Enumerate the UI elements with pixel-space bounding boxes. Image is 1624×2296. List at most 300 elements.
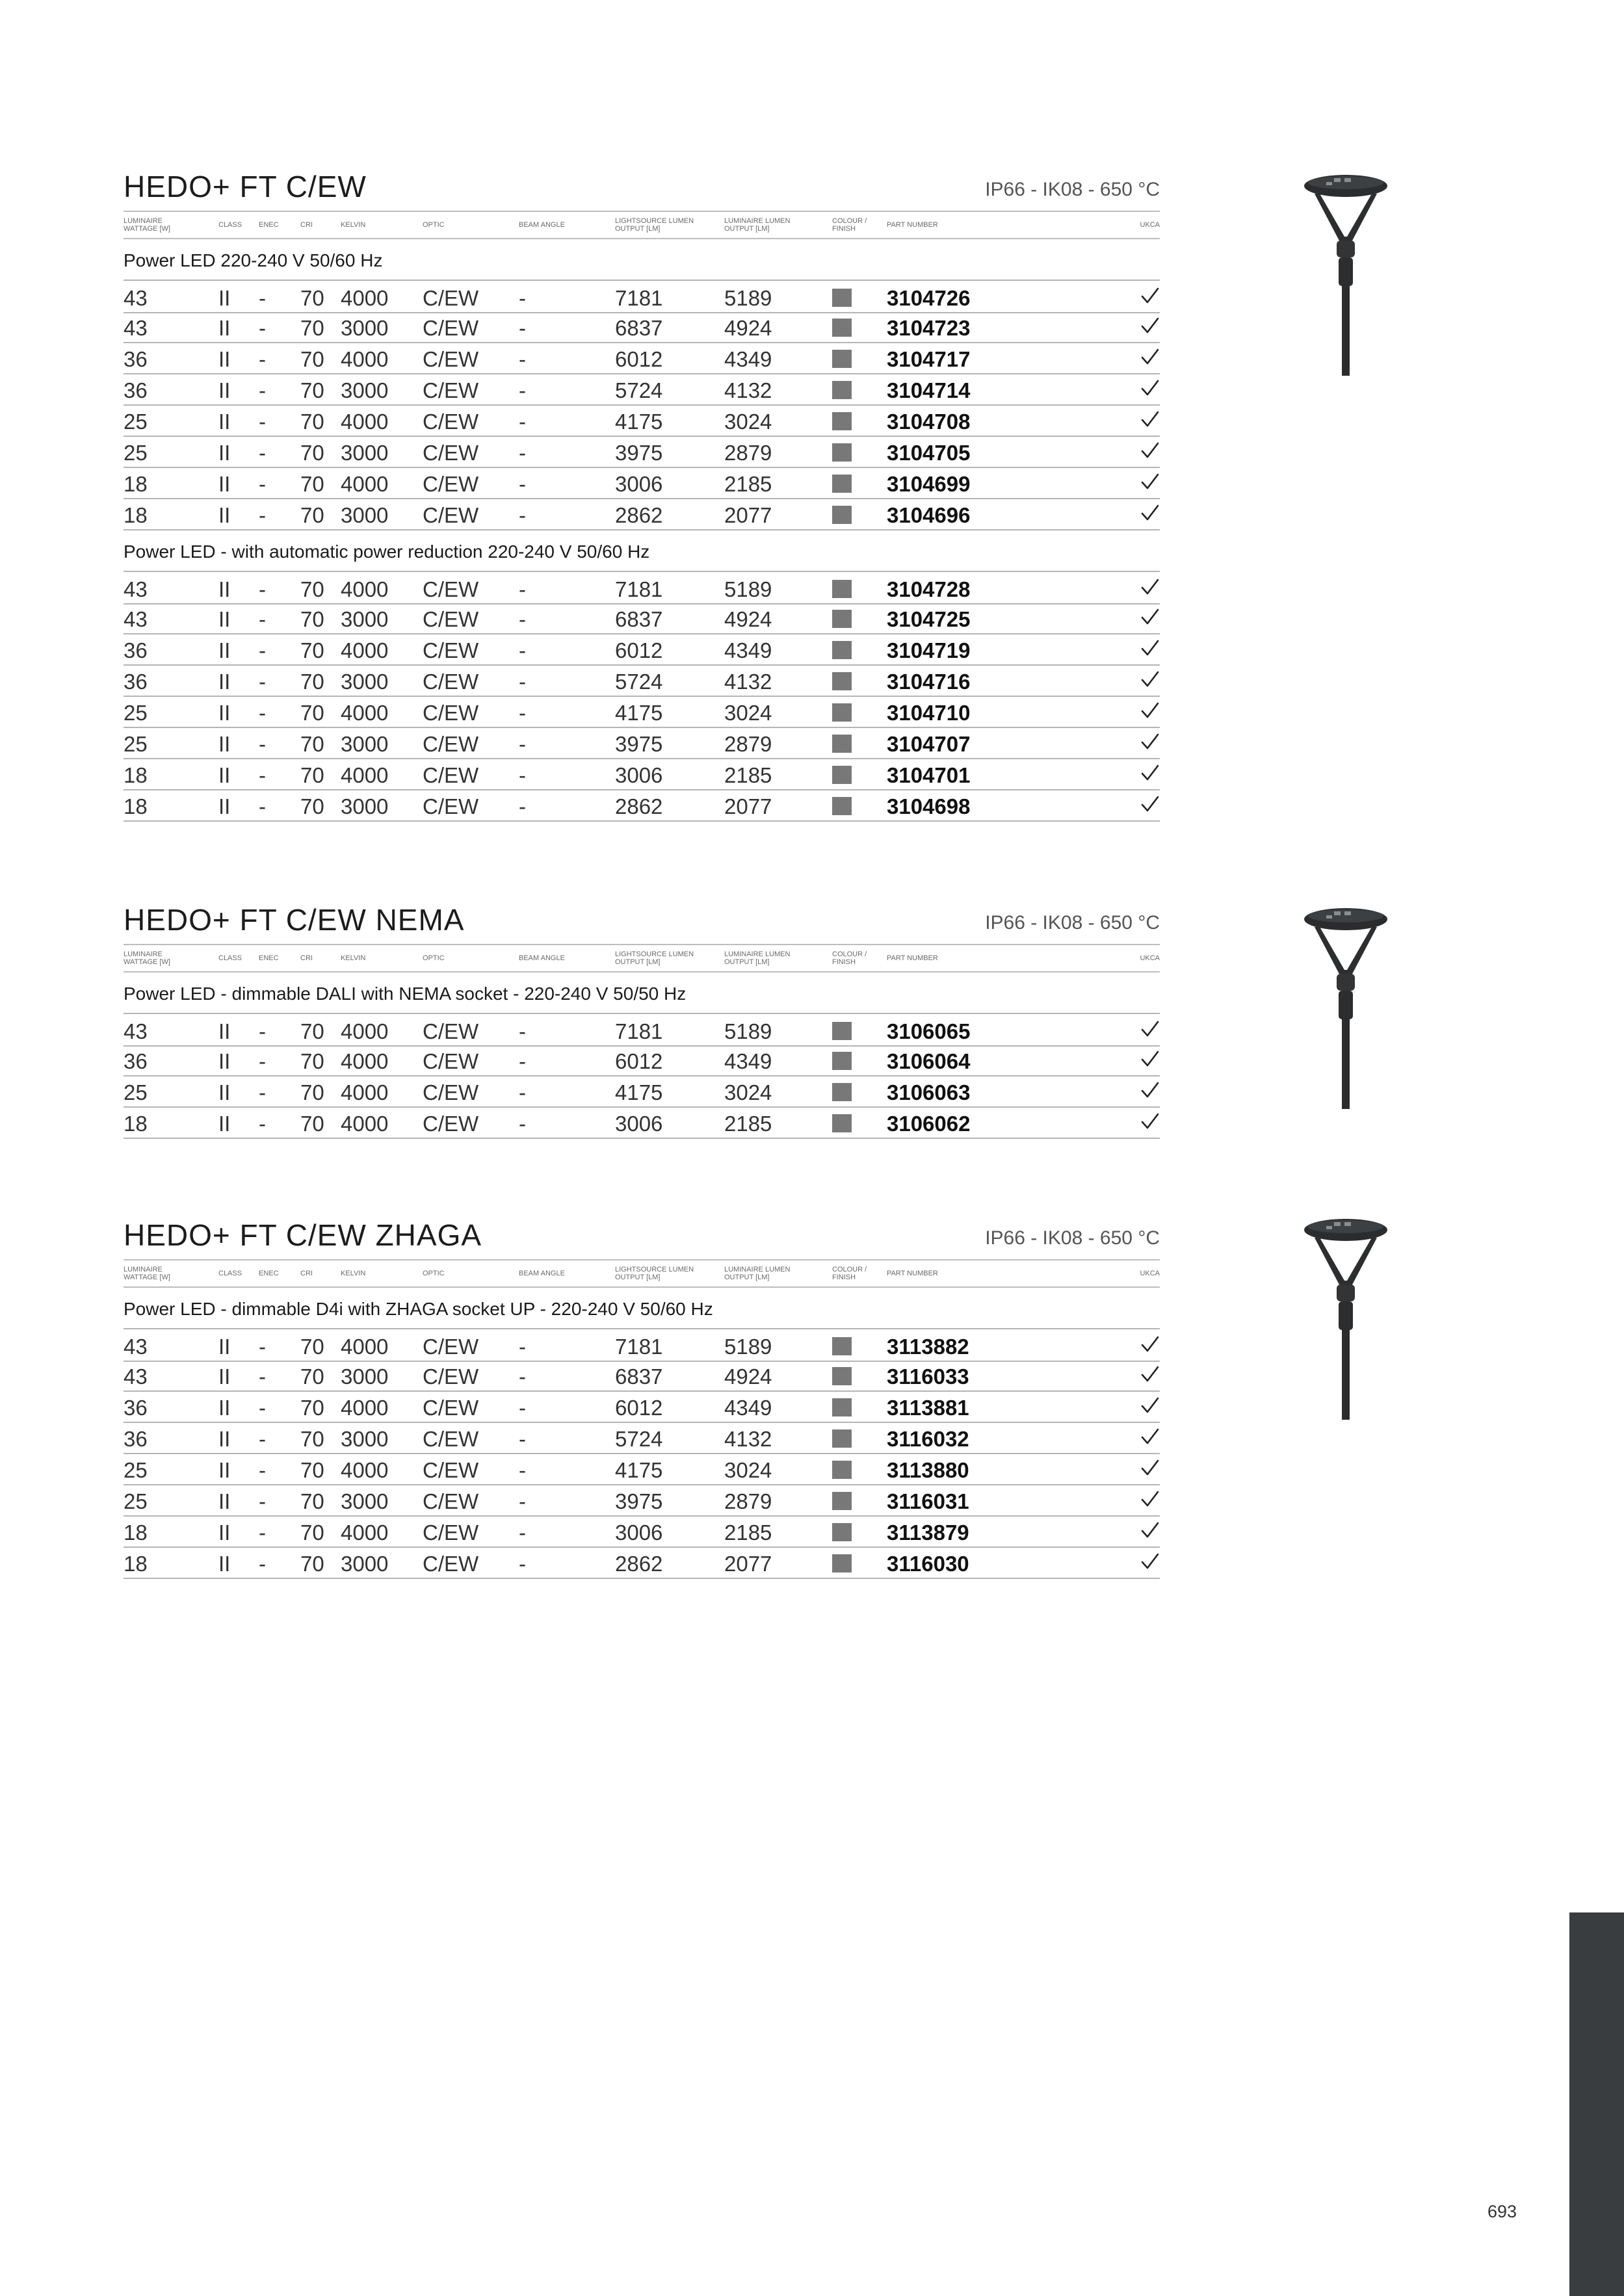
part-number-cell: 3104699 [887, 472, 971, 496]
beam-angle-cell: - [519, 378, 526, 402]
lightsource-lumen-cell: 4175 [615, 1458, 663, 1482]
group-title: Power LED - dimmable D4i with ZHAGA socket UP - 220-240 V 50/60 Hz [124, 1299, 713, 1319]
table-row [124, 633, 1160, 666]
cri-cell: 70 [300, 1396, 324, 1420]
table-row [124, 1044, 1160, 1076]
cri-cell: 70 [300, 1458, 324, 1482]
table-header [124, 1259, 1160, 1288]
header-class: CLASS [218, 1270, 242, 1277]
street-lamp-image [1300, 170, 1391, 391]
header-optic: OPTIC [423, 954, 445, 962]
kelvin-cell: 3000 [341, 1364, 389, 1389]
section-title: HEDO+ FT C/EW [124, 170, 367, 203]
class-cell: II [218, 1489, 231, 1513]
finish-swatch [832, 475, 852, 493]
finish-swatch [832, 672, 852, 690]
protection-rating: IP66 - IK08 - 650 °C [985, 179, 1160, 200]
beam-angle-cell: - [519, 1335, 526, 1359]
optic-cell: C/EW [423, 763, 479, 787]
table-row [124, 1359, 1160, 1392]
beam-angle-cell: - [519, 794, 526, 818]
enec-cell: - [259, 638, 266, 662]
optic-cell: C/EW [423, 638, 479, 662]
luminaire-lumen-cell: 2077 [724, 1552, 772, 1576]
luminaire-lumen-cell: 2077 [724, 794, 772, 818]
table-row [124, 404, 1160, 437]
class-cell: II [218, 670, 231, 694]
beam-angle-cell: - [519, 1049, 526, 1073]
table-row [124, 1422, 1160, 1454]
kelvin-cell: 3000 [341, 794, 389, 818]
lightsource-lumen-cell: 7181 [615, 1335, 663, 1359]
table-row [124, 1390, 1160, 1423]
finish-swatch [832, 1083, 852, 1101]
enec-cell: - [259, 701, 266, 725]
kelvin-cell: 4000 [341, 1112, 389, 1136]
class-cell: II [218, 1112, 231, 1136]
luminaire-lumen-cell: 2077 [724, 503, 772, 527]
finish-swatch [832, 412, 852, 430]
table-header [124, 944, 1160, 972]
ukca-check-icon [1140, 794, 1160, 814]
finish-swatch [832, 381, 852, 399]
part-number-cell: 3104719 [887, 638, 971, 662]
enec-cell: - [259, 1458, 266, 1482]
kelvin-cell: 4000 [341, 701, 389, 725]
wattage-cell: 43 [124, 1019, 148, 1043]
ukca-check-icon [1140, 503, 1160, 523]
beam-angle-cell: - [519, 410, 526, 434]
kelvin-cell: 4000 [341, 638, 389, 662]
wattage-cell: 36 [124, 378, 148, 402]
beam-angle-cell: - [519, 441, 526, 465]
class-cell: II [218, 441, 231, 465]
group-title: Power LED - dimmable DALI with NEMA socket - 220-240 V 50/50 Hz [124, 984, 687, 1004]
lightsource-lumen-cell: 3006 [615, 1520, 663, 1545]
part-number-cell: 3113882 [887, 1335, 969, 1359]
optic-cell: C/EW [423, 1049, 479, 1073]
header-colour: COLOUR / FINISH [832, 950, 867, 966]
table-row [124, 1515, 1160, 1548]
ukca-check-icon [1140, 472, 1160, 491]
optic-cell: C/EW [423, 1489, 479, 1513]
optic-cell: C/EW [423, 1335, 479, 1359]
header-colour: COLOUR / FINISH [832, 1266, 867, 1281]
wattage-cell: 18 [124, 503, 148, 527]
cri-cell: 70 [300, 316, 324, 340]
ukca-check-icon [1140, 1049, 1160, 1069]
kelvin-cell: 3000 [341, 607, 389, 631]
luminaire-lumen-cell: 2185 [724, 472, 772, 496]
table-row [124, 789, 1160, 822]
finish-swatch [832, 1492, 852, 1510]
optic-cell: C/EW [423, 670, 479, 694]
enec-cell: - [259, 1520, 266, 1545]
class-cell: II [218, 763, 231, 787]
class-cell: II [218, 1396, 231, 1420]
cri-cell: 70 [300, 732, 324, 756]
optic-cell: C/EW [423, 1427, 479, 1451]
luminaire-lumen-cell: 2185 [724, 1520, 772, 1545]
beam-angle-cell: - [519, 638, 526, 662]
enec-cell: - [259, 316, 266, 340]
optic-cell: C/EW [423, 1080, 479, 1104]
lightsource-lumen-cell: 4175 [615, 1080, 663, 1104]
group-title: Power LED 220-240 V 50/60 Hz [124, 250, 383, 270]
enec-cell: - [259, 607, 266, 631]
class-cell: II [218, 794, 231, 818]
lightsource-lumen-cell: 5724 [615, 378, 663, 402]
enec-cell: - [259, 1364, 266, 1389]
optic-cell: C/EW [423, 1520, 479, 1545]
beam-angle-cell: - [519, 763, 526, 787]
part-number-cell: 3104717 [887, 347, 971, 371]
cri-cell: 70 [300, 1019, 324, 1043]
class-cell: II [218, 316, 231, 340]
ukca-check-icon [1140, 1080, 1160, 1100]
wattage-cell: 36 [124, 1049, 148, 1073]
header-class: CLASS [218, 221, 242, 229]
header-luminaire-lumen: LUMINAIRE LUMEN OUTPUT [LM] [724, 950, 791, 966]
finish-swatch [832, 443, 852, 462]
enec-cell: - [259, 1427, 266, 1451]
enec-cell: - [259, 503, 266, 527]
page-number: 693 [1487, 2202, 1517, 2221]
luminaire-lumen-cell: 4132 [724, 378, 772, 402]
optic-cell: C/EW [423, 316, 479, 340]
enec-cell: - [259, 1335, 266, 1359]
wattage-cell: 25 [124, 1489, 148, 1513]
protection-rating: IP66 - IK08 - 650 °C [985, 912, 1160, 933]
luminaire-lumen-cell: 2185 [724, 1112, 772, 1136]
lightsource-lumen-cell: 6837 [615, 316, 663, 340]
class-cell: II [218, 1520, 231, 1545]
lightsource-lumen-cell: 2862 [615, 503, 663, 527]
luminaire-lumen-cell: 4349 [724, 1049, 772, 1073]
class-cell: II [218, 701, 231, 725]
finish-swatch [832, 797, 852, 815]
part-number-cell: 3104705 [887, 441, 971, 465]
beam-angle-cell: - [519, 347, 526, 371]
cri-cell: 70 [300, 607, 324, 631]
wattage-cell: 18 [124, 794, 148, 818]
enec-cell: - [259, 1396, 266, 1420]
ukca-check-icon [1140, 441, 1160, 460]
optic-cell: C/EW [423, 1552, 479, 1576]
header-lightsource-lumen: LIGHTSOURCE LUMEN OUTPUT [LM] [615, 217, 694, 233]
luminaire-lumen-cell: 5189 [724, 286, 772, 310]
finish-swatch [832, 703, 852, 722]
wattage-cell: 25 [124, 1458, 148, 1482]
finish-swatch [832, 1429, 852, 1448]
kelvin-cell: 4000 [341, 286, 389, 310]
header-kelvin: KELVIN [341, 954, 366, 962]
finish-swatch [832, 641, 852, 659]
class-cell: II [218, 1427, 231, 1451]
wattage-cell: 36 [124, 1396, 148, 1420]
section-title: HEDO+ FT C/EW NEMA [124, 903, 465, 937]
part-number-cell: 3104723 [887, 316, 971, 340]
finish-swatch [832, 1337, 852, 1355]
cri-cell: 70 [300, 670, 324, 694]
beam-angle-cell: - [519, 1019, 526, 1043]
enec-cell: - [259, 1489, 266, 1513]
cri-cell: 70 [300, 1335, 324, 1359]
luminaire-lumen-cell: 4132 [724, 1427, 772, 1451]
cri-cell: 70 [300, 378, 324, 402]
optic-cell: C/EW [423, 472, 479, 496]
header-wattage: LUMINAIRE WATTAGE [W] [124, 950, 170, 966]
table-row [124, 1106, 1160, 1139]
class-cell: II [218, 1335, 231, 1359]
cri-cell: 70 [300, 1080, 324, 1104]
optic-cell: C/EW [423, 732, 479, 756]
wattage-cell: 25 [124, 410, 148, 434]
header-enec: ENEC [259, 221, 279, 229]
kelvin-cell: 4000 [341, 1458, 389, 1482]
table-row [124, 280, 1160, 313]
enec-cell: - [259, 410, 266, 434]
cri-cell: 70 [300, 638, 324, 662]
header-part-number: PART NUMBER [887, 954, 938, 962]
class-cell: II [218, 1019, 231, 1043]
kelvin-cell: 4000 [341, 763, 389, 787]
enec-cell: - [259, 286, 266, 310]
wattage-cell: 18 [124, 1520, 148, 1545]
class-cell: II [218, 1458, 231, 1482]
enec-cell: - [259, 441, 266, 465]
kelvin-cell: 4000 [341, 1049, 389, 1073]
kelvin-cell: 3000 [341, 441, 389, 465]
part-number-cell: 3116032 [887, 1427, 969, 1451]
wattage-cell: 18 [124, 1552, 148, 1576]
header-cri: CRI [300, 1270, 313, 1277]
table-row [124, 373, 1160, 406]
lightsource-lumen-cell: 3975 [615, 441, 663, 465]
luminaire-lumen-cell: 3024 [724, 701, 772, 725]
lightsource-lumen-cell: 5724 [615, 670, 663, 694]
group-title: Power LED - with automatic power reduction 220-240 V 50/60 Hz [124, 541, 650, 562]
lightsource-lumen-cell: 6012 [615, 347, 663, 371]
luminaire-lumen-cell: 4132 [724, 670, 772, 694]
beam-angle-cell: - [519, 701, 526, 725]
part-number-cell: 3104714 [887, 378, 971, 402]
wattage-cell: 36 [124, 670, 148, 694]
header-kelvin: KELVIN [341, 1270, 366, 1277]
table-row [124, 758, 1160, 790]
wattage-cell: 25 [124, 732, 148, 756]
ukca-check-icon [1140, 1520, 1160, 1540]
part-number-cell: 3104716 [887, 670, 971, 694]
beam-angle-cell: - [519, 577, 526, 601]
table-row [124, 1484, 1160, 1517]
class-cell: II [218, 577, 231, 601]
table-row [124, 664, 1160, 697]
kelvin-cell: 4000 [341, 1396, 389, 1420]
lightsource-lumen-cell: 2862 [615, 1552, 663, 1576]
finish-swatch [832, 1114, 852, 1132]
cri-cell: 70 [300, 1364, 324, 1389]
lightsource-lumen-cell: 7181 [615, 1019, 663, 1043]
luminaire-lumen-cell: 5189 [724, 1019, 772, 1043]
wattage-cell: 25 [124, 1080, 148, 1104]
class-cell: II [218, 1552, 231, 1576]
header-luminaire-lumen: LUMINAIRE LUMEN OUTPUT [LM] [724, 217, 791, 233]
part-number-cell: 3104710 [887, 701, 971, 725]
protection-rating: IP66 - IK08 - 650 °C [985, 1227, 1160, 1249]
beam-angle-cell: - [519, 1396, 526, 1420]
lightsource-lumen-cell: 3975 [615, 732, 663, 756]
enec-cell: - [259, 732, 266, 756]
cri-cell: 70 [300, 1427, 324, 1451]
header-wattage: LUMINAIRE WATTAGE [W] [124, 1266, 170, 1281]
finish-swatch [832, 580, 852, 598]
cri-cell: 70 [300, 701, 324, 725]
product-section [124, 1219, 1160, 1583]
ukca-check-icon [1140, 378, 1160, 398]
class-cell: II [218, 1080, 231, 1104]
cri-cell: 70 [300, 286, 324, 310]
finish-swatch [832, 1398, 852, 1416]
table-row [124, 727, 1160, 759]
street-lamp-icon [1300, 170, 1391, 378]
kelvin-cell: 4000 [341, 1520, 389, 1545]
class-cell: II [218, 1049, 231, 1073]
beam-angle-cell: - [519, 1080, 526, 1104]
header-cri: CRI [300, 954, 313, 962]
wattage-cell: 25 [124, 441, 148, 465]
enec-cell: - [259, 794, 266, 818]
optic-cell: C/EW [423, 378, 479, 402]
part-number-cell: 3106063 [887, 1080, 971, 1104]
ukca-check-icon [1140, 1396, 1160, 1415]
optic-cell: C/EW [423, 1458, 479, 1482]
lightsource-lumen-cell: 7181 [615, 286, 663, 310]
optic-cell: C/EW [423, 1364, 479, 1389]
optic-cell: C/EW [423, 701, 479, 725]
finish-swatch [832, 1367, 852, 1385]
part-number-cell: 3116031 [887, 1489, 969, 1513]
ukca-check-icon [1140, 732, 1160, 751]
ukca-check-icon [1140, 607, 1160, 627]
finish-swatch [832, 319, 852, 337]
cri-cell: 70 [300, 441, 324, 465]
wattage-cell: 43 [124, 286, 148, 310]
part-number-cell: 3106064 [887, 1049, 971, 1073]
luminaire-lumen-cell: 5189 [724, 1335, 772, 1359]
finish-swatch [832, 1523, 852, 1541]
optic-cell: C/EW [423, 577, 479, 601]
beam-angle-cell: - [519, 1520, 526, 1545]
luminaire-lumen-cell: 3024 [724, 1458, 772, 1482]
table-row [124, 1328, 1160, 1362]
header-enec: ENEC [259, 1270, 279, 1277]
beam-angle-cell: - [519, 607, 526, 631]
luminaire-lumen-cell: 5189 [724, 577, 772, 601]
enec-cell: - [259, 1019, 266, 1043]
enec-cell: - [259, 763, 266, 787]
optic-cell: C/EW [423, 441, 479, 465]
enec-cell: - [259, 577, 266, 601]
enec-cell: - [259, 670, 266, 694]
lightsource-lumen-cell: 3975 [615, 1489, 663, 1513]
part-number-cell: 3104698 [887, 794, 971, 818]
lightsource-lumen-cell: 4175 [615, 410, 663, 434]
ukca-check-icon [1140, 410, 1160, 429]
luminaire-lumen-cell: 4349 [724, 347, 772, 371]
luminaire-lumen-cell: 2185 [724, 763, 772, 787]
class-cell: II [218, 286, 231, 310]
cri-cell: 70 [300, 794, 324, 818]
header-optic: OPTIC [423, 1270, 445, 1277]
header-colour: COLOUR / FINISH [832, 217, 867, 233]
luminaire-lumen-cell: 2879 [724, 1489, 772, 1513]
table-row [124, 498, 1160, 530]
finish-swatch [832, 1554, 852, 1572]
ukca-check-icon [1140, 638, 1160, 658]
wattage-cell: 36 [124, 638, 148, 662]
kelvin-cell: 3000 [341, 1489, 389, 1513]
lightsource-lumen-cell: 2862 [615, 794, 663, 818]
header-lightsource-lumen: LIGHTSOURCE LUMEN OUTPUT [LM] [615, 950, 694, 966]
ukca-check-icon [1140, 1335, 1160, 1354]
kelvin-cell: 4000 [341, 410, 389, 434]
beam-angle-cell: - [519, 1112, 526, 1136]
header-lightsource-lumen: LIGHTSOURCE LUMEN OUTPUT [LM] [615, 1266, 694, 1281]
header-ukca: UKCA [1140, 1270, 1160, 1277]
kelvin-cell: 3000 [341, 316, 389, 340]
enec-cell: - [259, 1049, 266, 1073]
table-row [124, 467, 1160, 499]
lightsource-lumen-cell: 6837 [615, 1364, 663, 1389]
luminaire-lumen-cell: 3024 [724, 1080, 772, 1104]
cri-cell: 70 [300, 503, 324, 527]
beam-angle-cell: - [519, 472, 526, 496]
lightsource-lumen-cell: 6012 [615, 1049, 663, 1073]
enec-cell: - [259, 1552, 266, 1576]
side-tab [1569, 1912, 1624, 2296]
kelvin-cell: 3000 [341, 378, 389, 402]
optic-cell: C/EW [423, 347, 479, 371]
wattage-cell: 25 [124, 701, 148, 725]
finish-swatch [832, 610, 852, 628]
table-row [124, 1546, 1160, 1579]
cri-cell: 70 [300, 347, 324, 371]
header-part-number: PART NUMBER [887, 1270, 938, 1277]
cri-cell: 70 [300, 1049, 324, 1073]
header-beam-angle: BEAM ANGLE [519, 954, 565, 962]
enec-cell: - [259, 1080, 266, 1104]
wattage-cell: 43 [124, 607, 148, 631]
table-row [124, 696, 1160, 728]
header-ukca: UKCA [1140, 954, 1160, 962]
lightsource-lumen-cell: 6012 [615, 1396, 663, 1420]
street-lamp-icon [1300, 904, 1391, 1112]
class-cell: II [218, 410, 231, 434]
optic-cell: C/EW [423, 1396, 479, 1420]
class-cell: II [218, 347, 231, 371]
ukca-check-icon [1140, 670, 1160, 689]
ukca-check-icon [1140, 1364, 1160, 1384]
luminaire-lumen-cell: 4924 [724, 316, 772, 340]
wattage-cell: 18 [124, 1112, 148, 1136]
wattage-cell: 43 [124, 577, 148, 601]
lightsource-lumen-cell: 6837 [615, 607, 663, 631]
finish-swatch [832, 1052, 852, 1070]
beam-angle-cell: - [519, 1552, 526, 1576]
ukca-check-icon [1140, 763, 1160, 783]
kelvin-cell: 3000 [341, 670, 389, 694]
